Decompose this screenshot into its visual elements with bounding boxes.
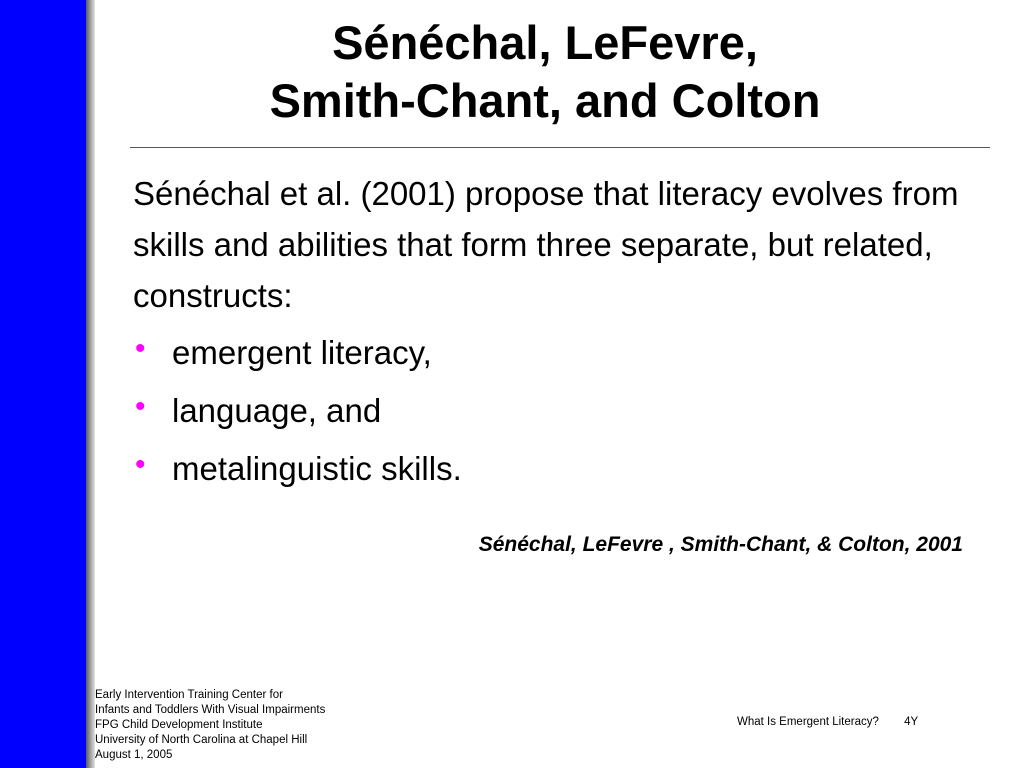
bullet-icon: • (135, 448, 146, 481)
slide-title (130, 14, 960, 130)
citation: Sénéchal, LeFevre , Smith-Chant, & Colton, 2001 (478, 533, 963, 556)
footer-line: FPG Child Development Institute (95, 719, 263, 731)
bullet-list (133, 326, 462, 500)
bullet-text: emergent literacy, (172, 334, 432, 371)
footer-line: Early Intervention Training Center for (95, 689, 283, 701)
title-line-1: Sénéchal, LeFevre, (332, 16, 758, 69)
footer-topic: What Is Emergent Literacy? (737, 716, 879, 728)
list-item (133, 384, 462, 442)
intro-paragraph: Sénéchal et al. (2001) propose that literacy evolves from skills and abilities that form three separate, but related, constructs: (133, 175, 959, 314)
bullet-text: language, and (172, 392, 382, 429)
bullet-text: metalinguistic skills. (172, 450, 462, 487)
footer-date: August 1, 2005 (95, 749, 173, 761)
slide-number: 4Y (904, 716, 919, 728)
title-line-2: Smith-Chant, and Colton (269, 74, 821, 127)
footer-slide-info (737, 715, 918, 730)
footer-line: University of North Carolina at Chapel Hill (95, 734, 308, 746)
side-bar-shadow (86, 0, 95, 768)
footer-organization (95, 688, 325, 763)
footer-line: Infants and Toddlers With Visual Impairments (95, 704, 326, 716)
title-divider (130, 147, 990, 148)
list-item (133, 326, 462, 384)
bullet-icon: • (135, 332, 146, 365)
side-accent-bar (0, 0, 86, 768)
list-item (133, 442, 462, 500)
bullet-icon: • (135, 390, 146, 423)
